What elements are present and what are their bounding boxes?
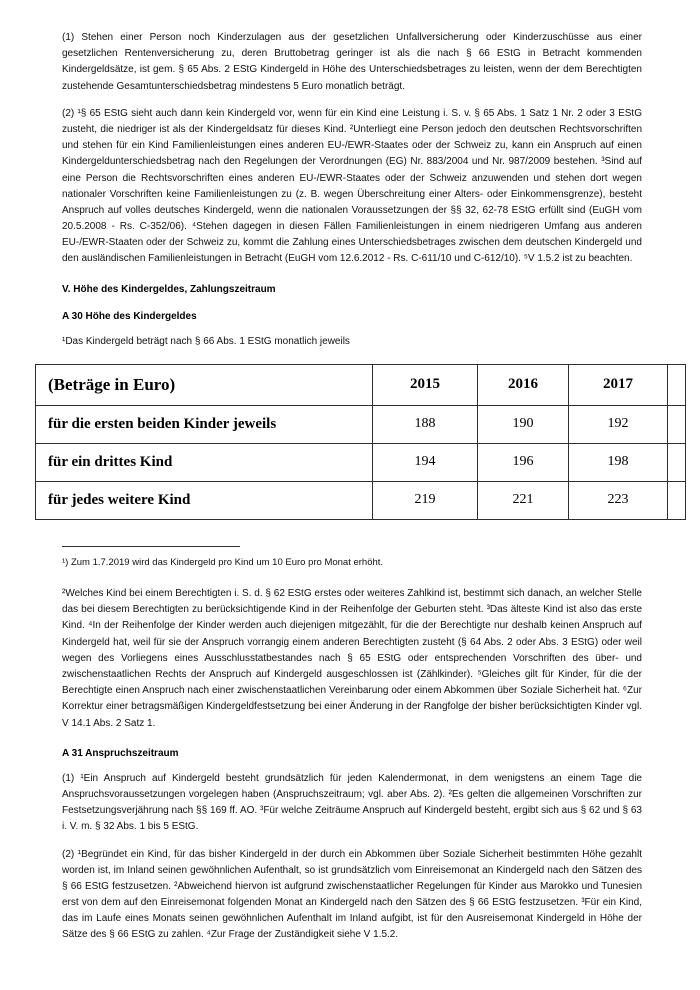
heading-a30: A 30 Höhe des Kindergeldes [62, 310, 197, 322]
table-cell-2015: 188 [373, 405, 478, 443]
table-row [36, 405, 686, 443]
paragraph-a31-abs1: (1) ¹Ein Anspruch auf Kindergeld besteht grundsätzlich für jeden Kalendermonat, in dem wenigstens an einem Tage die Anspruchsvoraussetzungen vorgelegen haben (Anspruchszeitraum; vgl. aber Abs. 2). ²Es gelten die allgemeinen Vorschriften zur Festsetzungsverjährung nach §§ 169 ff. AO. ³Für welche Zeiträume Anspruch auf Kindergeld besteht, ergibt sich aus § 62 und § 63 i. V. m. § 32 Abs. 1 bis 5 EStG. [62, 772, 642, 833]
paragraph-a31-abs2: (2) ¹Begründet ein Kind, für das bisher Kindergeld in der durch ein Abkommen über Soziale Sicherheit bestimmten Höhe gezahlt worden ist, im Inland seinen gewöhnlichen Aufenthalt, so ist grundsätzlich vom Einreisemonat an Kindergeld nach den Sätzen des § 66 EStG festzusetzen. ²Abweichend hiervon ist aufgrund zwischenstaatlicher Regelungen für Kinder aus Marokko und Tunesien erst von dem auf den Einreisemonat folgenden Monat an Kindergeld nach den Sätzen des § 66 EStG festzusetzen. ³Für ein Kind, das im Laufe eines Monats seinen gewöhnlichen Aufenthalt im Inland aufgibt, ist für den Ausreisemonat Kindergeld in Höhe der Sätze des § 66 EStG zu zahlen. ⁴Zur Frage der Zuständigkeit siehe V 1.5.2. [62, 848, 642, 941]
table-cell-2017: 198 [569, 443, 668, 481]
footnote-1: ¹) Zum 1.7.2019 wird das Kindergeld pro Kind um 10 Euro pro Monat erhöht. [62, 556, 384, 568]
table-cell-2017: 223 [569, 481, 668, 519]
footnote-divider [62, 546, 240, 547]
table-row [36, 443, 686, 481]
table-cell-2016: 196 [478, 443, 569, 481]
paragraph-a30-intro: ¹Das Kindergeld beträgt nach § 66 Abs. 1 EStG monatlich jeweils [62, 335, 350, 347]
kindergeld-table-wrap [35, 364, 685, 520]
heading-a31: A 31 Anspruchszeitraum [62, 747, 179, 759]
table-header-label: (Beträge in Euro) [36, 364, 373, 405]
table-header-2016: 2016 [478, 364, 569, 405]
table-header-2017: 2017 [569, 364, 668, 405]
table-cell-label: für ein drittes Kind [36, 443, 373, 481]
kindergeld-table [35, 364, 686, 520]
section-heading: V. Höhe des Kindergeldes, Zahlungszeitraum [62, 283, 276, 295]
table-cell-label: für die ersten beiden Kinder jeweils [36, 405, 373, 443]
paragraph-abs1: (1) Stehen einer Person noch Kinderzulagen aus der gesetzlichen Unfallversicherung oder Kinderzuschüsse aus einer gesetzlichen Rentenversicherung zu, deren Bruttobetrag geringer ist als die nach § 66 EStG in Betracht kommenden Kindergeldsätze, ist gem. § 65 Abs. 2 EStG Kindergeld in Höhe des Unterschiedsbetrages zu leisten, wenn der dem Berechtigten zustehende Gesamtunterschiedsbetrag mindestens 5 Euro monatlich beträgt. [62, 32, 642, 92]
table-cell-2016: 221 [478, 481, 569, 519]
paragraph-abs2: (2) ¹§ 65 EStG sieht auch dann kein Kindergeld vor, wenn für ein Kind eine Leistung i. S. v. § 65 Abs. 1 Satz 1 Nr. 2 oder 3 EStG zusteht, die niedriger ist als der Kindergeldsatz für dieses Kind. ²Unterliegt eine Person jedoch den deutschen Rechtsvorschriften und stehen für ein Kind Familienleistungen eines anderen EU-/EWR-Staates oder der Schweiz zu, kann ein Anspruch auf einen Kindergeldunterschiedsbetrag nach den Regelungen der Verordnungen (EG) Nr. 883/2004 und Nr. 987/2009 bestehen. ³Sind auf eine Person die Rechtsvorschriften eines anderen EU-/EWR-Staates oder der Schweiz anzuwenden und stehen dort wegen nationaler Vorschriften keine Familienleistungen zu (z. B. wegen Überschreitung einer Alters- oder Einkommensgrenze), besteht Anspruch auf volles deutsches Kindergeld, wenn die nationalen Voraussetzungen der §§ 32, 62-78 EStG erfüllt sind (EuGH vom 20.5.2008 - Rs. C-352/06). ⁴Stehen dagegen in diesen Fällen Familienleistungen in einem niedrigeren Umfang aus anderen EU-/EWR-Staaten oder der Schweiz zu, kommt die Zahlung eines Unterschiedsbetrages zwischen dem deutschen Kindergeld und den ausländischen Familienleistungen in Betracht (EuGH vom 12.6.2012 - Rs. C-611/10 und C-612/10). ⁵V 1.5.2 ist zu beachten. [62, 107, 642, 265]
table-header-2015: 2015 [373, 364, 478, 405]
table-row [36, 481, 686, 519]
table-cell-cutoff [668, 443, 686, 481]
table-cell-2016: 190 [478, 405, 569, 443]
table-cell-label: für jedes weitere Kind [36, 481, 373, 519]
table-cell-2017: 192 [569, 405, 668, 443]
table-cell-2015: 194 [373, 443, 478, 481]
table-cell-cutoff [668, 481, 686, 519]
table-header-row [36, 364, 686, 405]
table-cell-2015: 219 [373, 481, 478, 519]
table-header-cutoff [668, 364, 686, 405]
paragraph-zahlkinder: ²Welches Kind bei einem Berechtigten i. S. d. § 62 EStG erstes oder weiteres Zahlkind ist, bestimmt sich danach, an welcher Stelle das bei diesem Berechtigten zu berücksichtigende Kind in der Reihenfolge der Geburten steht. ³Das älteste Kind ist also das erste Kind. ⁴In der Reihenfolge der Kinder werden auch diejenigen mitgezählt, für die der Berechtigte nur deshalb keinen Anspruch auf Kindergeld hat, weil für sie der Anspruch vorrangig einem anderen Berechtigten zusteht (§ 64 Abs. 2 oder Abs. 3 EStG) oder weil wegen des Vorliegens eines Ausschlusstatbestandes nach § 65 EStG oder entsprechenden Vorschriften des über- und zwischenstaatlichen Rechts der Anspruch auf Kindergeld ausgeschlossen ist (Zählkinder). ⁵Gleiches gilt für Kinder, für die der Berechtigte einen Anspruch nach einer zwischenstaatlichen Vereinbarung oder einem Abkommen über Soziale Sicherheit hat. ⁶Zur Korrektur einer betragsmäßigen Kindergeldfestsetzung bei einer Änderung in der Rangfolge der bisher berücksichtigten Kinder vgl. V 14.1 Abs. 2 Satz 1. [62, 588, 642, 729]
table-cell-cutoff [668, 405, 686, 443]
